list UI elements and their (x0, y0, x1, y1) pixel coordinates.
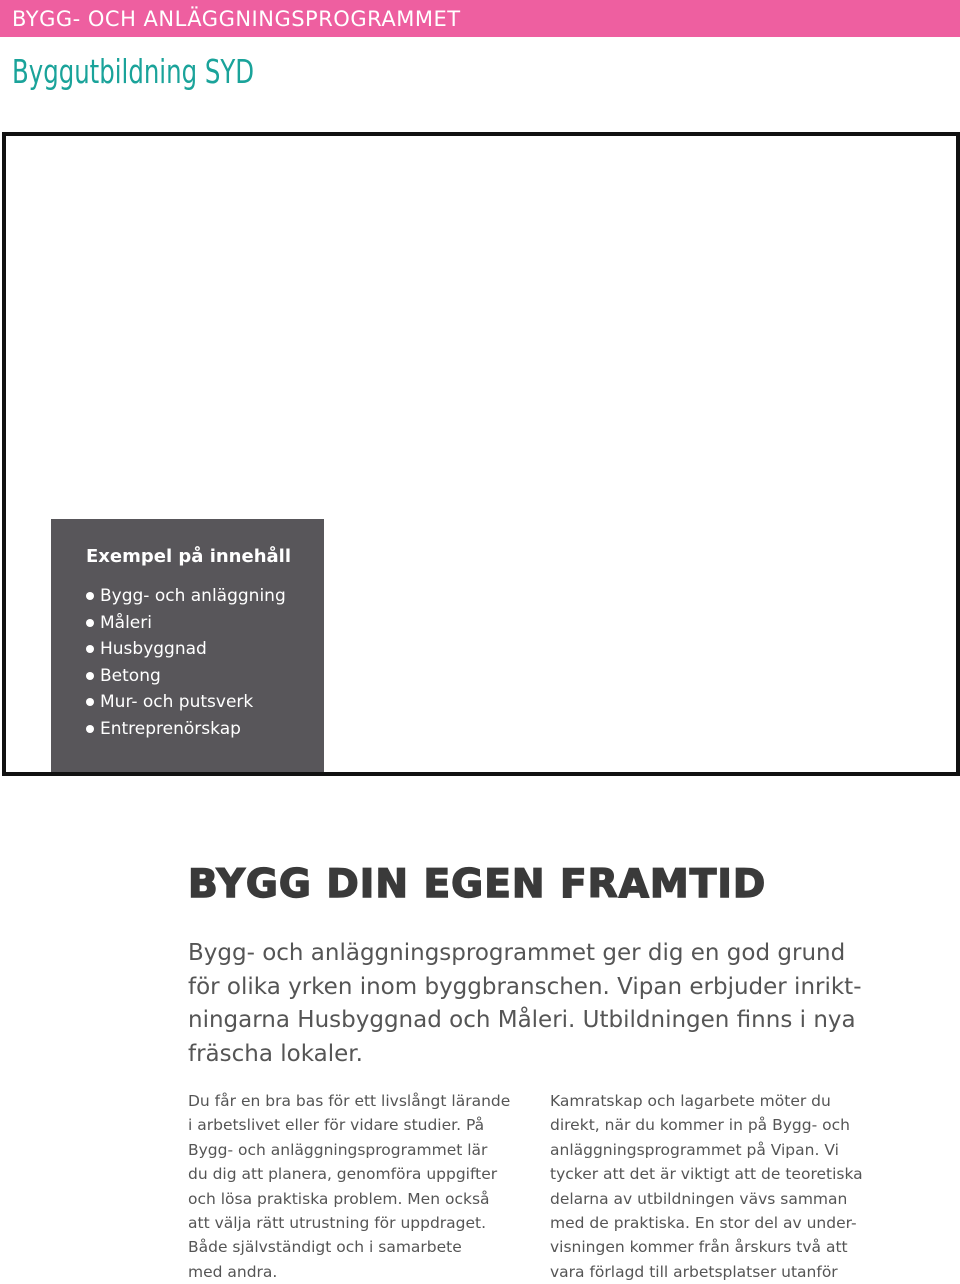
list-item-label: Husbyggnad (100, 639, 207, 660)
bullet-icon (86, 645, 94, 653)
school-title: Byggutbildning SYD (12, 52, 255, 91)
content-list (86, 583, 286, 742)
body-line: Både självständigt och i samarbete (188, 1238, 462, 1257)
body-line: visningen kommer från årskurs två att (550, 1238, 848, 1257)
body-line: Kamratskap och lagarbete möter du (550, 1092, 831, 1110)
list-item (86, 583, 286, 610)
body-line: tycker att det är viktigt att de teoretiska (550, 1165, 863, 1184)
list-item-label: Betong (100, 665, 161, 686)
content-box-heading: Exempel på innehåll (86, 546, 292, 567)
list-item (86, 716, 286, 743)
body-line: att välja rätt utrustning för uppdraget. (188, 1214, 487, 1233)
body-line: i arbetslivet eller för vidare studier. På (188, 1116, 485, 1135)
body-line: delarna av utbildningen vävs samman (550, 1189, 848, 1208)
body-line: med de praktiska. En stor del av under- (550, 1214, 857, 1233)
program-label: BYGG- OCH ANLÄGGNINGSPROGRAMMET (12, 7, 461, 31)
body-column-right (550, 1089, 910, 1284)
bullet-icon (86, 672, 94, 680)
list-item (86, 636, 286, 663)
list-item-label: Mur- och putsverk (100, 692, 254, 713)
content-box (51, 519, 324, 772)
body-line: vara förlagd till arbetsplatser utanför (550, 1262, 838, 1281)
body-line: direkt, när du kommer in på Bygg- och (550, 1116, 850, 1135)
bullet-icon (86, 592, 94, 600)
body-column-left (188, 1089, 548, 1284)
intro-paragraph (188, 937, 868, 1072)
bullet-icon (86, 698, 94, 706)
intro-line: fräscha lokaler. (188, 1041, 363, 1068)
body-line: anläggningsprogrammet på Vipan. Vi (550, 1140, 839, 1159)
body-line: med andra. (188, 1262, 278, 1281)
main-heading: BYGG DIN EGEN FRAMTID (188, 862, 767, 907)
intro-line: för olika yrken inom byggbranschen. Vipan erbjuder inrikt- (188, 973, 862, 1000)
body-line: du dig att planera, genomföra uppgifter (188, 1165, 498, 1184)
list-item (86, 610, 286, 637)
list-item (86, 663, 286, 690)
bullet-icon (86, 725, 94, 733)
body-line: och lösa praktiska problem. Men också (188, 1189, 490, 1208)
body-line: Bygg- och anläggningsprogrammet lär (188, 1140, 488, 1159)
list-item-label: Entreprenörskap (100, 718, 241, 739)
intro-line: ningarna Husbyggnad och Måleri. Utbildningen finns i nya (188, 1007, 856, 1034)
list-item (86, 689, 286, 716)
intro-line: Bygg- och anläggningsprogrammet ger dig en god grund (188, 940, 846, 966)
list-item-label: Bygg- och anläggning (100, 586, 286, 607)
body-line: Du får en bra bas för ett livslångt lärande (188, 1092, 511, 1110)
bullet-icon (86, 619, 94, 627)
list-item-label: Måleri (100, 612, 152, 633)
